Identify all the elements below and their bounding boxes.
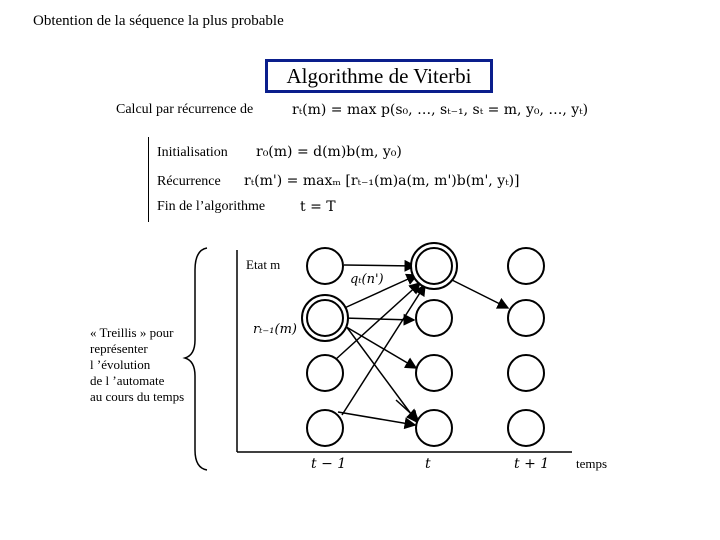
step-recurrence-label: Récurrence (157, 174, 221, 189)
step-recurrence-formula: rₜ(m') = maxₘ [rₜ₋₁(m)a(m, m')b(m', yₜ)] (244, 173, 520, 189)
annotation-q: qₜ(n') (350, 272, 384, 287)
state-node (508, 300, 544, 336)
transition-arrow (452, 280, 508, 308)
state-node (307, 355, 343, 391)
state-node (307, 410, 343, 446)
transition-arrow (342, 285, 425, 415)
time-tick-t-minus-1: t − 1 (311, 456, 347, 472)
algorithm-title: Algorithme de Viterbi (286, 63, 472, 88)
trellis-description-line: « Treillis » pour (90, 325, 174, 340)
trellis-description-line: de l ’automate (90, 373, 165, 388)
step-init-label: Initialisation (157, 145, 228, 160)
transition-arrow (338, 412, 415, 425)
time-tick-t: t (425, 456, 431, 472)
calc-formula: rₜ(m) = max p(s₀, …, sₜ₋₁, sₜ = m, y₀, …, yₜ) (292, 102, 589, 118)
state-node (508, 248, 544, 284)
state-node (416, 248, 452, 284)
state-node (508, 355, 544, 391)
state-node (416, 355, 452, 391)
state-node (508, 410, 544, 446)
transition-arrow (343, 322, 417, 422)
step-end-formula: t = T (300, 199, 336, 215)
state-axis-label: Etat m (246, 257, 281, 272)
trellis-description-line: représenter (90, 341, 148, 356)
transition-arrow (340, 275, 417, 310)
transition-arrow (343, 325, 416, 368)
trellis-description-line: au cours du temps (90, 389, 185, 404)
trellis-description-line: l ’évolution (90, 357, 151, 372)
transition-arrow (396, 400, 418, 420)
slide-title: Obtention de la séquence la plus probable (33, 13, 284, 29)
step-init-formula: r₀(m) = d(m)b(m, y₀) (256, 144, 402, 160)
annotation-r: rₜ₋₁(m) (253, 322, 297, 337)
state-node (307, 300, 343, 336)
state-node (416, 410, 452, 446)
step-end-label: Fin de l’algorithme (157, 199, 266, 214)
time-tick-t-plus-1: t + 1 (514, 456, 550, 472)
state-node (416, 300, 452, 336)
trellis-brace (185, 248, 207, 470)
transition-arrow (344, 265, 415, 266)
state-node (307, 248, 343, 284)
time-axis-label: temps (576, 456, 608, 471)
calc-label: Calcul par récurrence de (116, 102, 254, 117)
